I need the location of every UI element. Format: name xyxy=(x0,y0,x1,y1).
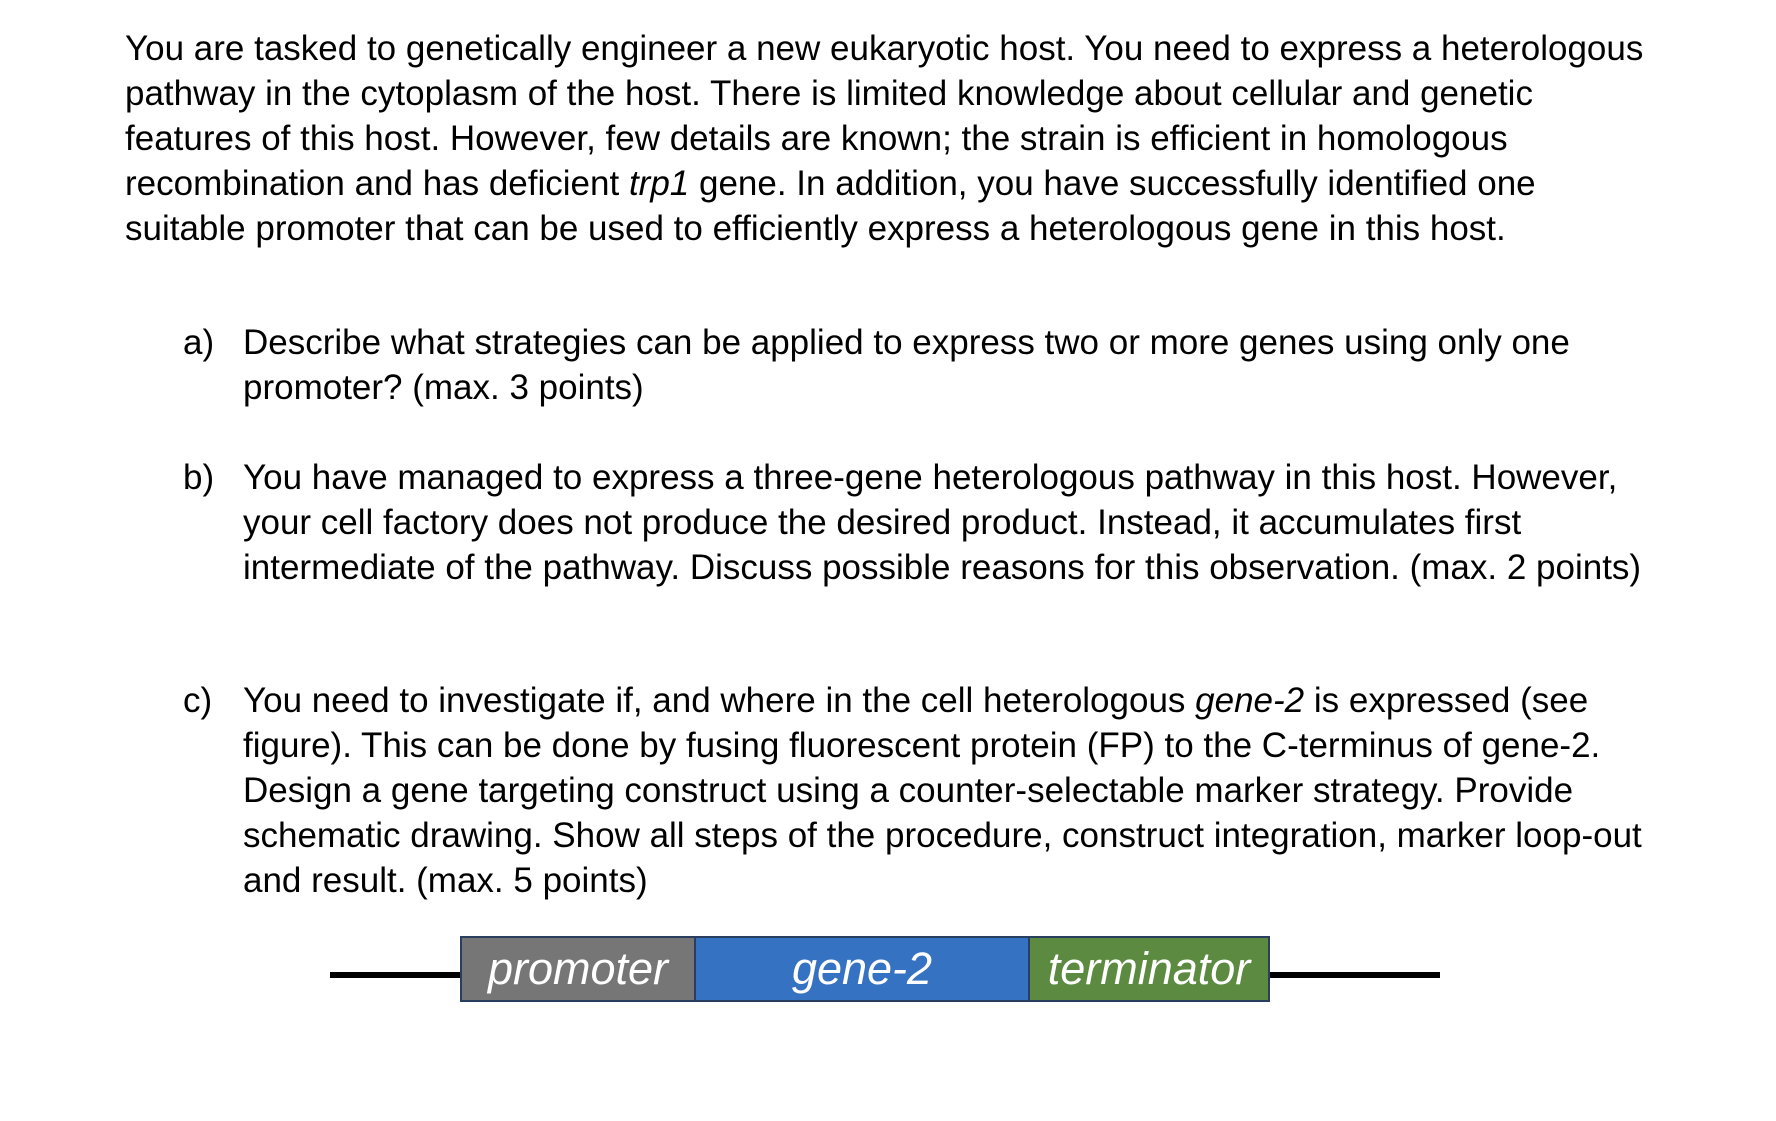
intro-text-part1: You are tasked to genetically engineer a new eukaryotic host. You need to express a heterologous pathway in the cytoplasm of the host. There is limited knowledge about cellular and genetic features of this host. However, few details are known; the strain is efficient in homologous recombination and has deficient xyxy=(125,29,1644,203)
gene-construct-figure xyxy=(330,936,1440,1006)
question-a xyxy=(183,320,1673,410)
dna-line-right xyxy=(1268,972,1440,978)
question-c-text-part2: is expressed (see figure). This can be done by fusing fluorescent protein (FP) to the C-terminus of gene-2. Design a gene targeting construct using a counter-selectable marker strategy. Provide schematic drawing. Show all steps of the procedure, construct integration, marker loop-out and result. (max. 5 points) xyxy=(243,681,1642,900)
question-c-letter: c) xyxy=(183,681,213,720)
question-a-letter: a) xyxy=(183,323,215,362)
question-c-gene-name: gene-2 xyxy=(1195,681,1305,720)
question-c-text xyxy=(243,678,1673,903)
question-b-text: You have managed to express a three-gene heterologous pathway in this host. However, your cell factory does not produce the desired product. Instead, it accumulates first intermediate of the pathway. Discuss possible reasons for this observation. (max. 2 points) xyxy=(243,458,1642,587)
intro-paragraph xyxy=(125,26,1665,251)
promoter-block: promoter xyxy=(460,936,696,1002)
question-c-text-part1: You need to investigate if, and where in the cell heterologous xyxy=(243,681,1196,720)
question-a-text: Describe what strategies can be applied to express two or more genes using only one promoter? (max. 3 points) xyxy=(243,323,1570,407)
question-c xyxy=(183,678,1673,903)
intro-gene-name: trp1 xyxy=(628,164,690,203)
dna-line-left xyxy=(330,972,462,978)
question-b-letter: b) xyxy=(183,458,215,497)
gene-2-block: gene-2 xyxy=(694,936,1030,1002)
intro-text-part2: gene. In addition, you have successfully identified one suitable promoter that can be used to efficiently express a heterologous gene in this host. xyxy=(125,164,1536,248)
terminator-block: terminator xyxy=(1028,936,1270,1002)
question-b xyxy=(183,455,1673,590)
